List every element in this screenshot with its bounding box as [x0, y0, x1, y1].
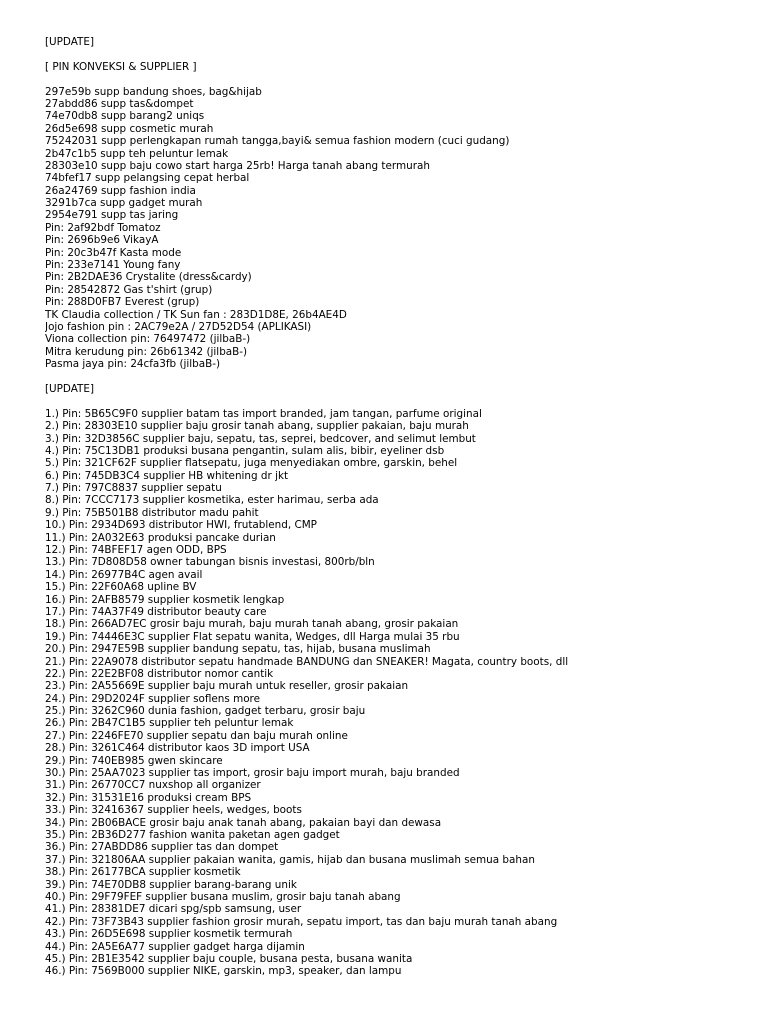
list-item: Jojo fashion pin : 2AC79e2A / 27D52D54 (APLIKASI) — [45, 320, 312, 333]
list-item: 5.) Pin: 321CF62F supplier flatsepatu, juga menyediakan ombre, garskin, behel — [45, 457, 458, 470]
list-item: 2.) Pin: 28303E10 supplier baju grosir tanah abang, supplier pakaian, baju murah — [45, 420, 469, 433]
list-item: 26.) Pin: 2B47C1B5 supplier teh peluntur lemak — [45, 717, 294, 730]
list-item: 4.) Pin: 75C13DB1 produksi busana pengantin, sulam alis, bibir, eyeliner dsb — [45, 444, 445, 457]
spacer — [45, 73, 755, 85]
list-item: 6.) Pin: 745DB3C4 supplier HB whitening dr jkt — [45, 469, 289, 482]
list-item: 3291b7ca supp gadget murah — [45, 197, 203, 210]
list-item: 24.) Pin: 29D2024F supplier soflens more — [45, 692, 260, 705]
list-item: 23.) Pin: 2A55669E supplier baju murah untuk reseller, grosir pakaian — [45, 680, 409, 693]
spacer — [45, 48, 755, 60]
list-item: 38.) Pin: 26177BCA supplier kosmetik — [45, 866, 241, 879]
list-item: Pin: 20c3b47f Kasta mode — [45, 246, 182, 259]
list-item: 3.) Pin: 32D3856C supplier baju, sepatu, tas, seprei, bedcover, and selimut lembut — [45, 432, 476, 445]
list-item: 33.) Pin: 32416367 supplier heels, wedges, boots — [45, 804, 302, 817]
list-item: 28303e10 supp baju cowo start harga 25rb! Harga tanah abang termurah — [45, 159, 430, 172]
list-item: 16.) Pin: 2AFB8579 supplier kosmetik lengkap — [45, 593, 285, 606]
list-item: 30.) Pin: 25AA7023 supplier tas import, grosir baju import murah, baju branded — [45, 767, 460, 780]
list-item: 29.) Pin: 740EB985 gwen skincare — [45, 754, 223, 767]
list-item: 18.) Pin: 266AD7EC grosir baju murah, baju murah tanah abang, grosir pakaian — [45, 618, 459, 631]
list-item: 2954e791 supp tas jaring — [45, 209, 179, 222]
list-item: 13.) Pin: 7D808D58 owner tabungan bisnis investasi, 800rb/bln — [45, 556, 375, 569]
list-item: 42.) Pin: 73F73B43 supplier fashion grosir murah, sepatu import, tas dan baju murah tanah abang — [45, 915, 558, 928]
section-title: [ PIN KONVEKSI & SUPPLIER ] — [45, 60, 197, 73]
list-item: 12.) Pin: 74BFEF17 agen ODD, BPS — [45, 544, 227, 557]
list-item: Mitra kerudung pin: 26b61342 (jilbaB-) — [45, 345, 248, 358]
list-item: TK Claudia collection / TK Sun fan : 283D1D8E, 26b4AE4D — [45, 308, 347, 321]
list-item: 27abdd86 supp tas&dompet — [45, 97, 194, 110]
list-item: 19.) Pin: 74446E3C supplier Flat sepatu wanita, Wedges, dll Harga mulai 35 rbu — [45, 630, 460, 643]
list-item: 14.) Pin: 26977B4C agen avail — [45, 568, 203, 581]
list-item: 7.) Pin: 797C8837 supplier sepatu — [45, 482, 222, 495]
spacer — [45, 395, 755, 407]
spacer — [45, 371, 755, 383]
list-item: 17.) Pin: 74A37F49 distributor beauty care — [45, 605, 267, 618]
list-item: 22.) Pin: 22E2BF08 distributor nomor cantik — [45, 667, 274, 680]
list-item: 2b47c1b5 supp teh peluntur lemak — [45, 147, 229, 160]
list-item: 40.) Pin: 29F79FEF supplier busana muslim, grosir baju tanah abang — [45, 890, 401, 903]
supplier-list-group-1 — [45, 86, 755, 371]
supplier-list-group-2 — [45, 408, 755, 978]
list-item: 9.) Pin: 75B501B8 distributor madu pahit — [45, 506, 259, 519]
list-item: 36.) Pin: 27ABDD86 supplier tas dan dompet — [45, 841, 279, 854]
list-item: 21.) Pin: 22A9078 distributor sepatu handmade BANDUNG dan SNEAKER! Magata, country boots, dll — [45, 655, 569, 668]
list-item: 11.) Pin: 2A032E63 produksi pancake durian — [45, 531, 276, 544]
list-item: 41.) Pin: 28381DE7 dicari spg/spb samsung, user — [45, 903, 302, 916]
list-item: 10.) Pin: 2934D693 distributor HWI, frutablend, CMP — [45, 519, 317, 532]
list-item: Pin: 288D0FB7 Everest (grup) — [45, 296, 200, 309]
list-item: 37.) Pin: 321806AA supplier pakaian wanita, gamis, hijab dan busana muslimah semua bahan — [45, 853, 535, 866]
list-item: 32.) Pin: 31531E16 produksi cream BPS — [45, 791, 252, 804]
list-item: 20.) Pin: 2947E59B supplier bandung sepatu, tas, hijab, busana muslimah — [45, 643, 431, 656]
list-item: 31.) Pin: 26770CC7 nuxshop all organizer — [45, 779, 261, 792]
list-item: 39.) Pin: 74E70DB8 supplier barang-barang unik — [45, 878, 297, 891]
list-item: 28.) Pin: 3261C464 distributor kaos 3D import USA — [45, 742, 310, 755]
list-item: Pin: 233e7141 Young fany — [45, 259, 181, 272]
list-item: 15.) Pin: 22F60A68 upline BV — [45, 581, 197, 594]
list-item: Viona collection pin: 76497472 (jilbaB-) — [45, 333, 251, 346]
list-item: Pin: 2B2DAE36 Crystalite (dress&cardy) — [45, 271, 252, 284]
list-item: 45.) Pin: 2B1E3542 supplier baju couple, busana pesta, busana wanita — [45, 952, 413, 965]
list-item: 26d5e698 supp cosmetic murah — [45, 122, 214, 135]
list-item: Pin: 2696b9e6 VikayA — [45, 234, 159, 247]
update-header: [UPDATE] — [45, 36, 95, 48]
list-item: 46.) Pin: 7569B000 supplier NIKE, garskin, mp3, speaker, dan lampu — [45, 965, 402, 978]
list-item: 74bfef17 supp pelangsing cepat herbal — [45, 172, 250, 185]
document-page — [45, 36, 755, 978]
list-item: 75242031 supp perlengkapan rumah tangga,bayi& semua fashion modern (cuci gudang) — [45, 135, 510, 148]
list-item: 44.) Pin: 2A5E6A77 supplier gadget harga dijamin — [45, 940, 305, 953]
list-item: 35.) Pin: 2B36D277 fashion wanita paketan agen gadget — [45, 829, 340, 841]
update-header-2: [UPDATE] — [45, 382, 95, 395]
list-item: Pin: 28542872 Gas t'shirt (grup) — [45, 283, 213, 296]
list-item: 74e70db8 supp barang2 uniqs — [45, 110, 205, 123]
list-item: 8.) Pin: 7CCC7173 supplier kosmetika, ester harimau, serba ada — [45, 494, 379, 507]
list-item: 26a24769 supp fashion india — [45, 184, 196, 197]
list-item: Pin: 2af92bdf Tomatoz — [45, 221, 161, 234]
list-item: Pasma jaya pin: 24cfa3fb (jilbaB-) — [45, 358, 221, 371]
list-item: 43.) Pin: 26D5E698 supplier kosmetik termurah — [45, 928, 293, 941]
list-item: 34.) Pin: 2B06BACE grosir baju anak tanah abang, pakaian bayi dan dewasa — [45, 816, 442, 829]
list-item: 1.) Pin: 5B65C9F0 supplier batam tas import branded, jam tangan, parfume original — [45, 407, 482, 420]
list-item: 27.) Pin: 2246FE70 supplier sepatu dan baju murah online — [45, 729, 348, 742]
list-item: 25.) Pin: 3262C960 dunia fashion, gadget terbaru, grosir baju — [45, 705, 366, 718]
list-item: 297e59b supp bandung shoes, bag&hijab — [45, 85, 262, 98]
